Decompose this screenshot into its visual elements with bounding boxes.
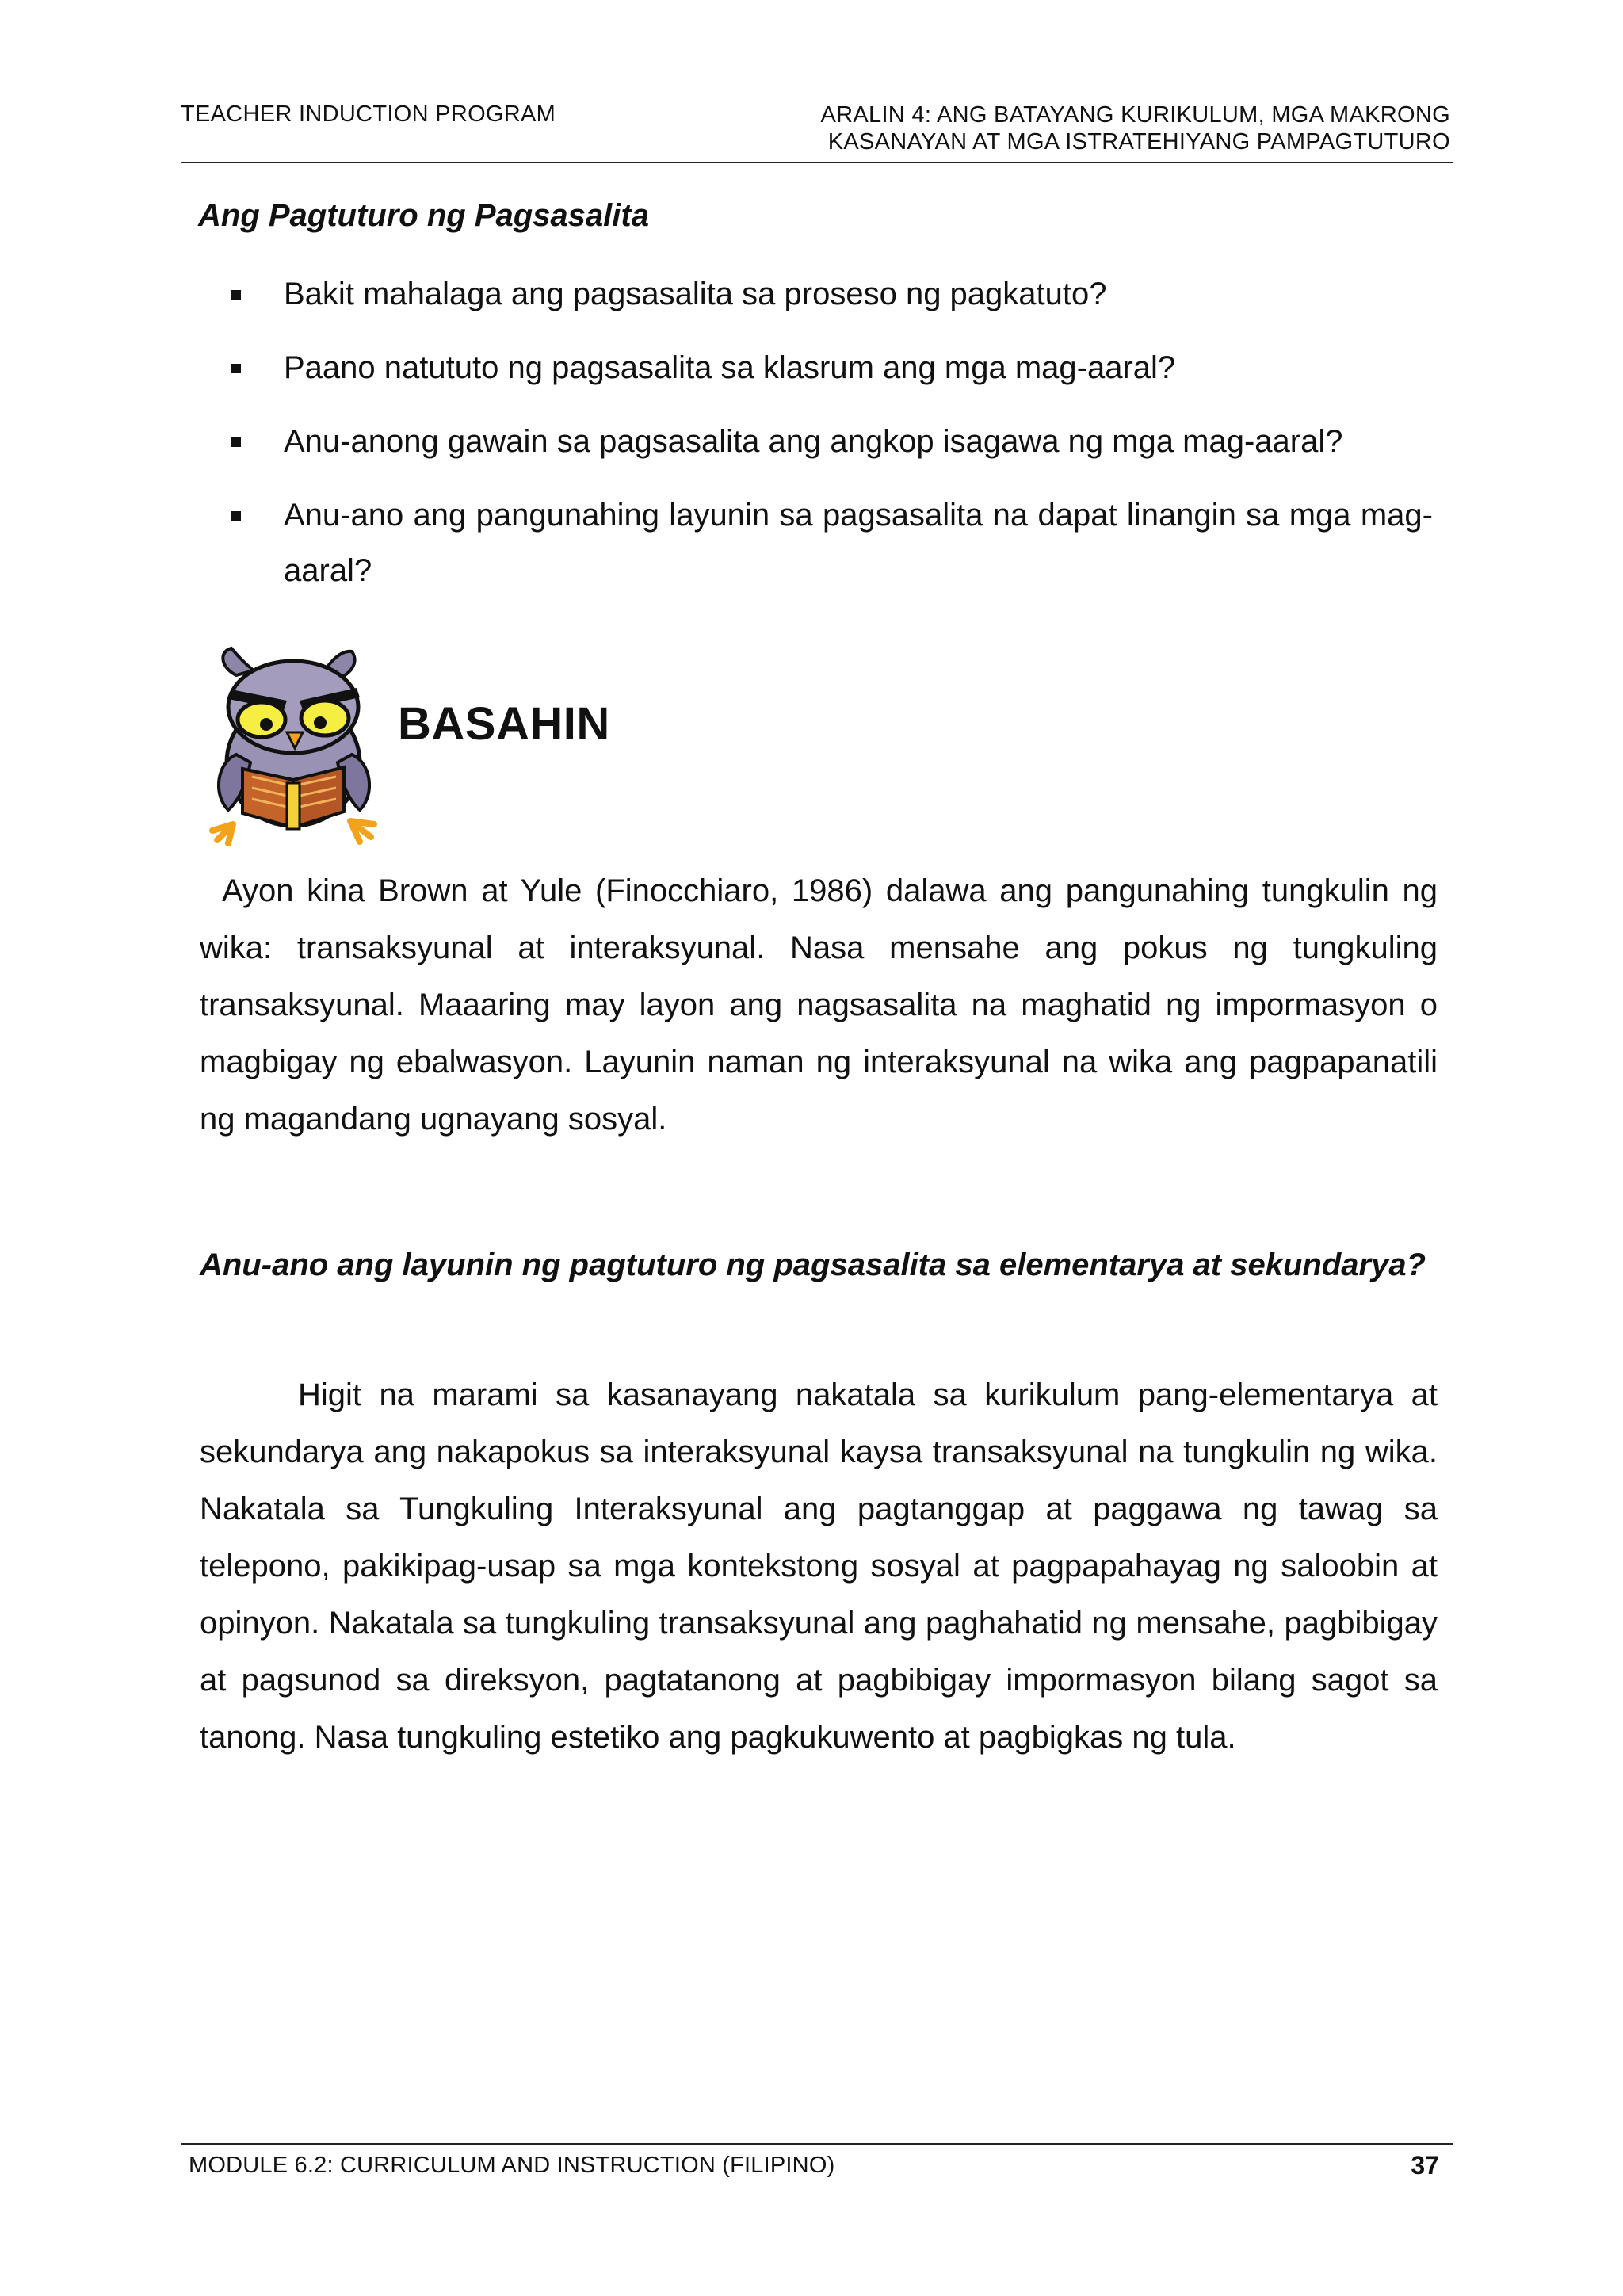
header-lesson-title [820,101,1450,155]
basahin-heading: BASAHIN [398,698,610,750]
header-program-title: TEACHER INDUCTION PROGRAM [181,101,556,127]
paragraph-curriculum-skills: Higit na marami sa kasanayang nakatala sa kurikulum pang-elementarya at sekundarya ang nakapokus sa interaksyunal kaysa transaksyunal na tungkulin ng wika. Nakatala sa Tungkuling Interaksyunal ang pagtanggap at paggawa ng tawag sa telepono, pakikipag-usap sa mga kontekstong sosyal at pagpapahayag ng saloobin at opinyon. Nakatala sa tungkuling transaksyunal ang paghahatid ng mensahe, pagbibigay at pagsunod sa direksyon, pagtatanong at pagbibigay impormasyon bilang sagot sa tanong. Nasa tungkuling estetiko ang pagkukuwento at pagbigkas ng tula. [200,1377,1438,1755]
footer-module-title: MODULE 6.2: CURRICULUM AND INSTRUCTION (FILIPINO) [189,2153,835,2178]
square-bullet-icon [231,364,241,373]
paragraph-wika-functions: Ayon kina Brown at Yule (Finocchiaro, 1986) dalawa ang pangunahing tungkulin ng wika: transaksyunal at interaksyunal. Nasa mensahe ang pokus ng tungkuling transaksyunal. Maaaring may layon ang nagsasalita na maghatid ng impormasyon o magbigay ng ebalwasyon. Layunin naman ng interaksyunal na wika ang pagpapanatili ng magandang ugnayang sosyal. [200,873,1438,1137]
list-item [228,487,1433,598]
page-footer [181,2143,1453,2192]
list-item [228,340,1433,395]
question-text: Paano natututo ng pagsasalita sa klasrum ang mga mag-aaral? [284,350,1176,385]
question-list [228,266,1433,617]
question-heading: Anu-ano ang layunin ng pagtuturo ng pagsasalita sa elementarya at sekundarya? [200,1247,1426,1282]
header-lesson-line-1: ARALIN 4: ANG BATAYANG KURIKULUM, MGA MAKRONG [820,102,1450,128]
question-text: Bakit mahalaga ang pagsasalita sa proseso ng pagkatuto? [284,277,1107,311]
page-header [181,97,1453,163]
section-title: Ang Pagtuturo ng Pagsasalita [198,198,649,233]
square-bullet-icon [231,437,241,447]
page-number: 37 [1411,2151,1439,2179]
square-bullet-icon [231,290,241,300]
question-text: Anu-anong gawain sa pagsasalita ang angkop isagawa ng mga mag-aaral? [284,424,1343,459]
list-item [228,414,1433,469]
header-lesson-line-2: KASANAYAN AT MGA ISTRATEHIYANG PAMPAGTUTURO [827,129,1450,155]
square-bullet-icon [231,511,241,521]
question-text: Anu-ano ang pangunahing layunin sa pagsasalita na dapat linangin sa mga mag-aaral? [284,498,1433,588]
list-item [228,266,1433,322]
owl-reading-book-icon [204,644,395,846]
